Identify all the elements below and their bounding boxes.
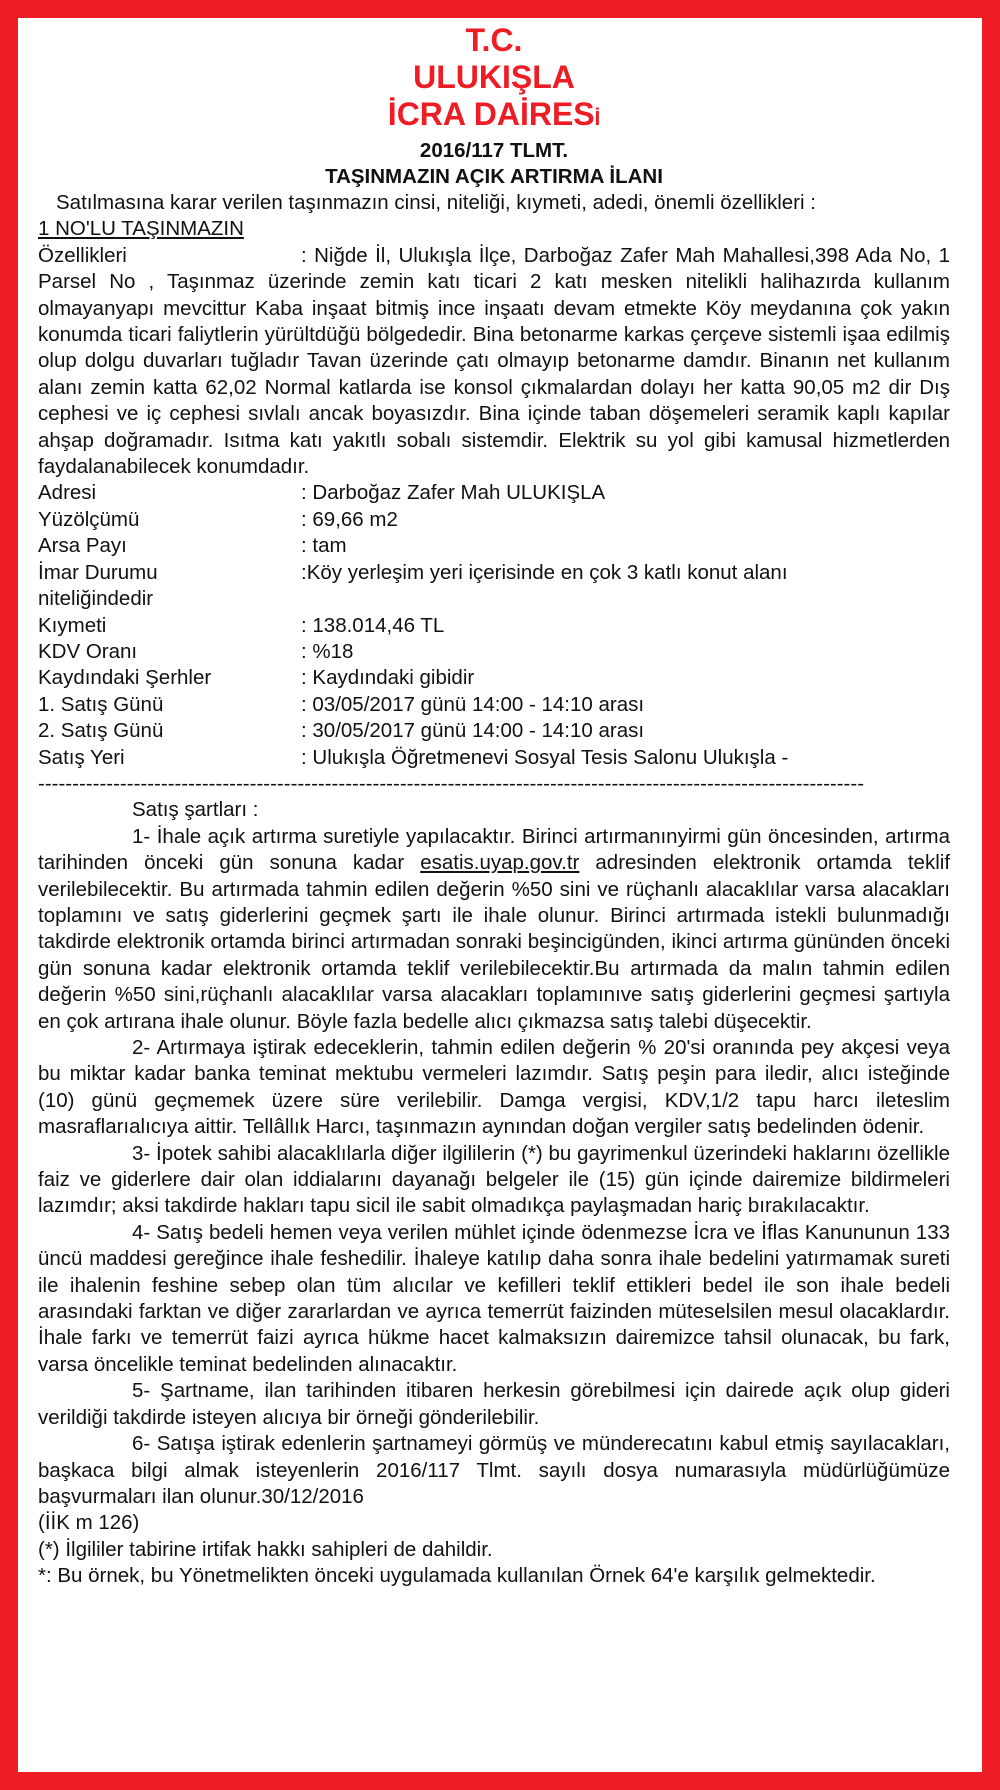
detail-value: : 03/05/2017 günü 14:00 - 14:10 arası	[301, 692, 645, 716]
detail-row-first-sale	[38, 692, 950, 718]
detail-value: : 30/05/2017 günü 14:00 - 14:10 arası	[301, 719, 645, 743]
separator-line: -------------------------------------------------------------------------------------------------------------------------	[38, 771, 865, 795]
condition-5: 5- Şartname, ilan tarihinden itibaren herkesin görebilmesi için dairede açık olup gideri verildiği takdirde isteyen alıcıya bir örneği gönderilebilir.	[38, 1379, 950, 1429]
esatis-link[interactable]: esatis.uyap.gov.tr	[420, 851, 580, 875]
condition-1-text-b: adresinden elektronik ortamda teklif verilebilecektir. Bu artırmada tahmin edilen değerin %50 sini ve rüçhanlı alacaklılar varsa alacakları toplamını ve satış giderlerini geçmek şartı ile ihale olunur. Birinci artırmada istekli bulunmadığı takdirde elektronik ortamda birinci artırmadan sonraki beşincigünden, ikinci artırma gününden önceki gün sonuna kadar elektronik ortamda teklif verilebilecektir.Bu artırmada da malın tahmin edilen değerin %50 sini,rüçhanlı alacaklılar varsa alacakları toplamınıve satış giderlerini geçmesi şartıyla en çok artırana ihale olunur. Böyle fazla bedelle alıcı çıkmazsa satış talebi düşecektir.	[38, 851, 951, 1033]
detail-value: : 138.014,46 TL	[301, 613, 445, 637]
detail-label: Satış Yeri	[38, 745, 125, 769]
detail-value: : Kaydındaki gibidir	[301, 666, 475, 690]
condition-4: 4- Satış bedeli hemen veya verilen mühlet içinde ödenmezse İcra ve İflas Kanununun 133 üncü maddesi gereğince ihale feshedilir. İhaleye katılıp daha sonra ihale bedelini yatırmamak sureti ile ihalenin feshine sebep olan tüm alıcılar ve kefilleri teklif ettikleri bedel ile son ihale bedeli arasındaki farktan ve diğer zararlardan ve ayrıca temerrüt faizinden müteselsilen mesul olacaklardır. İhale farkı ve temerrüt faizi ayrıca hükme hacet kalmaksızın dairemizce tahsil olunacak, bu fark, varsa öncelikle teminat bedelinden alınacaktır.	[38, 1220, 950, 1376]
detail-row-sale-place	[38, 745, 950, 771]
condition-1-text-a: 1- İhale açık artırma suretiyle yapılacaktır. Birinci artırmanınyirmi gün öncesinden, artırma tarihinden önceki gün sonuna kadar	[38, 824, 950, 875]
detail-row-second-sale	[38, 718, 950, 744]
detail-value: :Köy yerleşim yeri içerisinde en çok 3 katlı konut alanı	[301, 560, 788, 584]
header-office-tail: İ	[594, 108, 601, 130]
detail-label: Kıymeti	[38, 613, 107, 637]
detail-row-area	[38, 507, 950, 533]
detail-label: İmar Durumu	[38, 560, 158, 584]
detail-row-annotations	[38, 665, 950, 691]
detail-row-address	[38, 480, 950, 506]
file-number: 2016/117 TLMT.	[419, 139, 569, 162]
conditions-heading: Satış şartları :	[132, 798, 259, 822]
detail-row-zoning	[38, 560, 950, 586]
detail-row-share	[38, 533, 950, 559]
property-heading: 1 NO'LU TAŞINMAZIN	[38, 217, 244, 241]
detail-row-vat	[38, 639, 950, 665]
condition-1	[38, 824, 950, 1035]
condition-3: 3- İpotek sahibi alacaklılarla diğer ilgililerin (*) bu gayrimenkul üzerindeki haklarını özellikle faiz ve giderlere dair olan iddialarını dayanağı belgeler ile (15) gün içinde dairemize bildirmeleri lazımdır; aksi takdirde hakları tapu sicil ile sabit olmadıkça paylaşmadan hariç bırakılacaktır.	[38, 1141, 950, 1218]
detail-value: : Ulukışla Öğretmenevi Sosyal Tesis Salonu Ulukışla -	[301, 745, 789, 769]
header-city: ULUKIŞLA	[413, 59, 575, 95]
detail-label: Arsa Payı	[38, 534, 127, 558]
detail-label: Yüzölçümü	[38, 507, 140, 531]
law-reference: (İİK m 126)	[38, 1511, 140, 1535]
detail-row-value	[38, 613, 950, 639]
header-office	[38, 96, 950, 138]
footnote-1: (*) İlgililer tabirine irtifak hakkı sahipleri de dahildir.	[38, 1537, 493, 1561]
features-label: Özellikleri	[38, 243, 127, 267]
header-tc: T.C.	[465, 22, 523, 58]
detail-label: Kaydındaki Şerhler	[38, 666, 212, 690]
detail-value: : 69,66 m2	[301, 507, 398, 531]
condition-6: 6- Satışa iştirak edenlerin şartnameyi görmüş ve münderecatını kabul etmiş sayılacakları, başkaca bilgi almak isteyenlerin 2016/117 Tlmt. sayılı dosya numarasıyla müdürlüğümüze başvurmaları ilan olunur.30/12/2016	[38, 1432, 950, 1508]
detail-label: Adresi	[38, 481, 97, 505]
detail-label: 2. Satış Günü	[38, 719, 164, 743]
detail-value: : %18	[301, 639, 354, 663]
header-office-text: İCRA DAİRES	[387, 96, 595, 132]
condition-2: 2- Artırmaya iştirak edeceklerin, tahmin edilen değerin % 20'si oranında pey akçesi veya bu miktar kadar banka teminat mektubu vermeleri lazımdır. Satış peşin para iledir, alıcı isteğinde (10) günü geçmemek üzere süre verilebilir. Damga vergisi, KDV,1/2 tapu harcı ileteslim masraflarıalıcıya aittir. Tellâllık Harcı, taşınmazın aynından doğan vergiler satış bedelinden ödenir.	[38, 1036, 950, 1139]
detail-value: : tam	[301, 534, 347, 558]
detail-value: : Darboğaz Zafer Mah ULUKIŞLA	[301, 481, 606, 505]
footnote-2: *: Bu örnek, bu Yönetmelikten önceki uygulamada kullanılan Örnek 64'e karşılık gelmektedir.	[38, 1564, 876, 1588]
features-value: : Niğde İl, Ulukışla İlçe, Darboğaz Zafer Mah Mahallesi,398 Ada No, 1 Parsel No , Taşınmaz üzerinde zemin katı ticari 2 katı mesken nitelikli halihazırda kullanım olmayanyapı mevcittur Kaba inşaat bitmiş ince inşaatı devam etmekte Köy meydanına çok yakın konumda ticari faliytlerin yürültdüğü bölgededir. Bina betonarme karkas çerçeve sistemli işaa edilmiş olup dolgu duvarları tuğladır Tavan üzerinde çatı olmayıp betonarme damdır. Binanın net kullanım alanı zemin katta 62,02 Normal katlarda ise konsol çıkmalardan dolayı her katta 90,05 m2 dir Dış cephesi ve iç cephesi sıvlalı ancak boyasızdır. Bina içinde taban döşemeleri seramik kaplı kapılar ahşap doğramadır. Isıtma katı yakıtlı sobalı sistemdir. Elektrik su yol gibi kamusal hizmetlerden faydalanabilecek konumdadır.	[38, 243, 950, 479]
announcement-body	[38, 22, 950, 1590]
features-paragraph	[38, 243, 950, 481]
detail-label: KDV Oranı	[38, 639, 138, 663]
detail-label: 1. Satış Günü	[38, 692, 164, 716]
intro-text: Satılmasına karar verilen taşınmazın cinsi, niteliği, kıymeti, adedi, önemli özellikleri :	[56, 191, 816, 214]
announcement-title: TAŞINMAZIN AÇIK ARTIRMA İLANI	[325, 165, 663, 188]
zoning-continuation: niteliğindedir	[38, 587, 154, 611]
